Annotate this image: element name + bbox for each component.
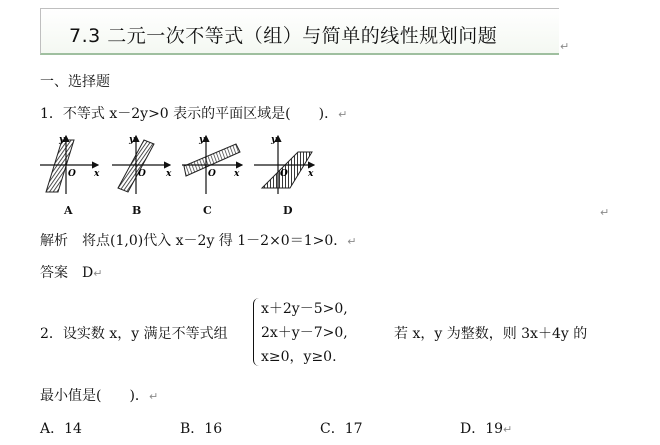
- region-figures: [36, 132, 336, 212]
- solution-line: [40, 230, 356, 250]
- figure-label-d: D: [283, 204, 293, 217]
- question-2-tail: 若 x，y 为整数，则 3x＋4y 的: [394, 326, 588, 342]
- option-d: D．19: [460, 421, 504, 437]
- page-title: 7.3 二元一次不等式（组）与简单的线性规划问题: [69, 25, 498, 47]
- question-2-line2-text: 最小值是( )．: [40, 388, 149, 404]
- axis-y-label: y: [59, 135, 65, 145]
- figure-label-b: B: [132, 204, 142, 217]
- system-line-2: 2x＋y－7>0,: [261, 325, 348, 341]
- return-mark: ↵: [148, 390, 159, 403]
- return-mark: ↵: [338, 108, 348, 121]
- title-box: [40, 8, 559, 55]
- origin-label: O: [138, 169, 146, 179]
- return-mark: ↵: [93, 267, 103, 280]
- option-c: C．17: [320, 421, 363, 437]
- return-mark: ↵: [560, 40, 570, 53]
- solution-text: 解析 将点(1,0)代入 x－2y 得 1－2×0＝1>0．: [40, 233, 348, 249]
- answer-text: 答案 D: [40, 265, 94, 281]
- system-brace: [253, 298, 260, 366]
- question-2-lead: 2．设实数 x，y 满足不等式组: [40, 326, 228, 342]
- axis-y-label: y: [129, 135, 135, 145]
- option-a: A．14: [40, 421, 82, 437]
- axis-x-label: x: [94, 169, 100, 179]
- figure-b: [112, 135, 172, 194]
- axis-x-label: x: [166, 169, 172, 179]
- figure-d: [254, 135, 314, 194]
- return-mark: ↵: [503, 423, 513, 436]
- axis-x-label: x: [308, 169, 314, 179]
- answer-line: [40, 262, 102, 282]
- figure-label-a: A: [64, 204, 73, 217]
- question-1-text: 1．不等式 x－2y>0 表示的平面区域是( )．: [40, 106, 339, 122]
- axis-y-label: y: [199, 135, 205, 145]
- origin-label: O: [68, 169, 76, 179]
- system-line-1: x＋2y－5>0,: [261, 301, 348, 317]
- return-mark: ↵: [600, 206, 610, 219]
- question-1: [40, 103, 347, 123]
- return-mark: ↵: [347, 235, 357, 248]
- figure-a: [40, 135, 100, 194]
- axis-x-label: x: [234, 169, 240, 179]
- option-d-line: [460, 418, 512, 438]
- question-2-line2: [40, 385, 158, 405]
- origin-label: O: [280, 169, 288, 179]
- section-heading: 一、选择题: [40, 74, 110, 90]
- option-b: B．16: [180, 421, 223, 437]
- figure-label-c: C: [203, 204, 212, 217]
- system-line-3: x≥0，y≥0.: [261, 349, 337, 365]
- origin-label: O: [208, 169, 216, 179]
- axis-y-label: y: [271, 135, 277, 145]
- figure-c: [182, 135, 242, 194]
